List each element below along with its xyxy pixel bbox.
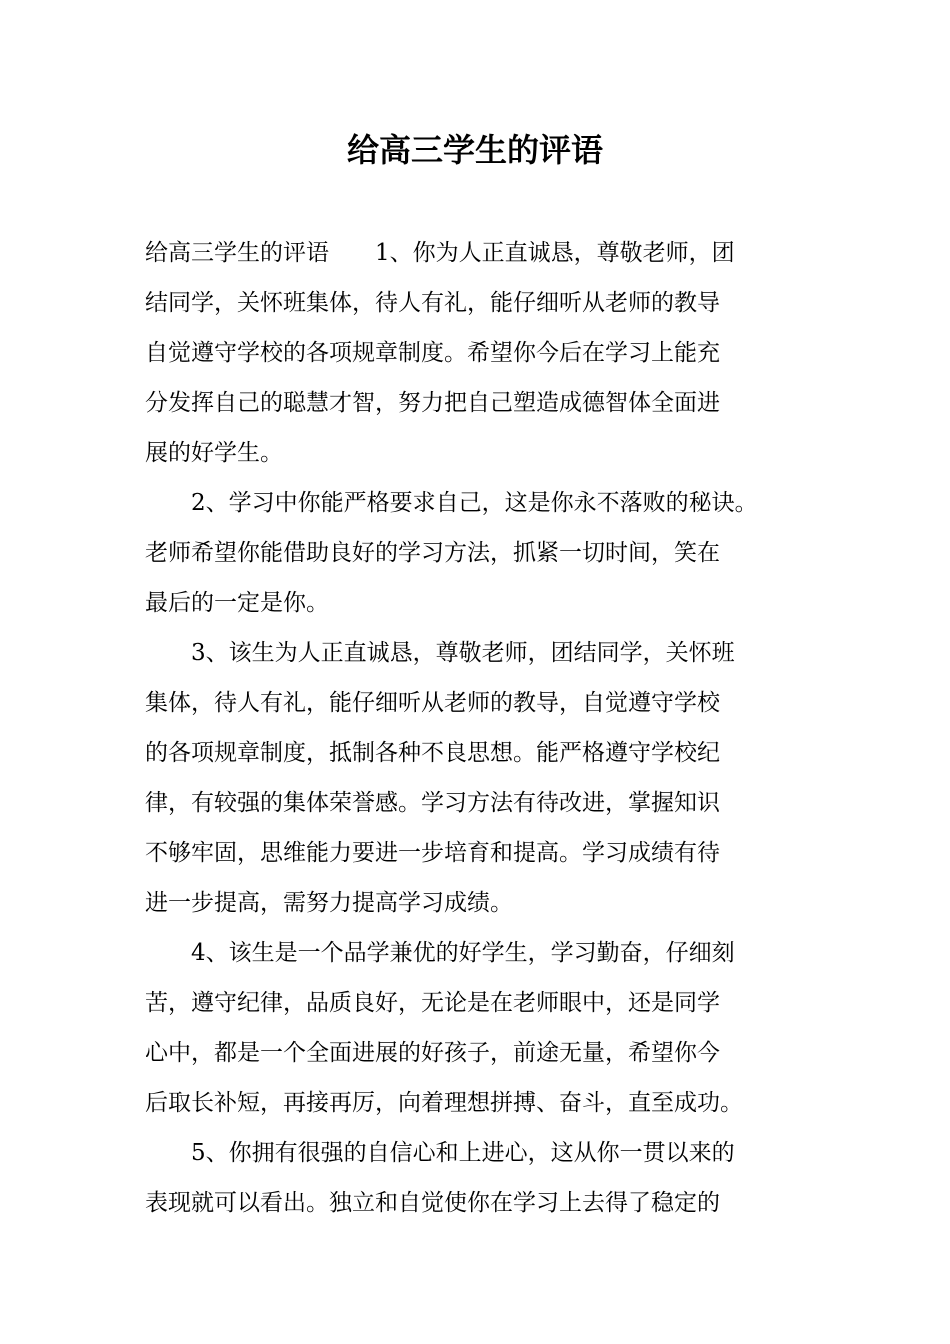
body-line: 分发挥自己的聪慧才智，努力把自己塑造成德智体全面进 — [145, 390, 720, 416]
body-line: 自觉遵守学校的各项规章制度。希望你今后在学习上能充 — [145, 340, 720, 366]
body-line: 3、该生为人正直诚恳，尊敬老师，团结同学，关怀班 — [191, 640, 735, 666]
body-line: 最后的一定是你。 — [145, 590, 329, 616]
body-line: 2、学习中你能严格要求自己，这是你永不落败的秘诀。 — [191, 490, 758, 516]
body-line: 5、你拥有很强的自信心和上进心，这从你一贯以来的 — [191, 1140, 735, 1166]
body-line: 4、该生是一个品学兼优的好学生，学习勤奋，仔细刻 — [191, 940, 735, 966]
body-line: 的各项规章制度，抵制各种不良思想。能严格遵守学校纪 — [145, 740, 720, 766]
body-line: 结同学，关怀班集体，待人有礼，能仔细听从老师的教导 — [145, 290, 720, 316]
document-body — [145, 228, 810, 1228]
body-line: 不够牢固，思维能力要进一步培育和提高。学习成绩有待 — [145, 840, 720, 866]
body-line: 苦，遵守纪律，品质良好，无论是在老师眼中，还是同学 — [145, 990, 720, 1016]
body-line: 集体，待人有礼，能仔细听从老师的教导，自觉遵守学校 — [145, 690, 720, 716]
body-line: 心中，都是一个全面进展的好孩子，前途无量，希望你今 — [145, 1040, 720, 1066]
body-line: 给高三学生的评语 1、你为人正直诚恳，尊敬老师，团 — [145, 240, 735, 266]
body-line: 律，有较强的集体荣誉感。学习方法有待改进，掌握知识 — [145, 790, 720, 816]
body-line: 老师希望你能借助良好的学习方法，抓紧一切时间，笑在 — [145, 540, 720, 566]
body-line: 进一步提高，需努力提高学习成绩。 — [145, 890, 513, 916]
document-title: 给高三学生的评语 — [346, 131, 603, 169]
body-line: 展的好学生。 — [145, 440, 283, 466]
body-line: 表现就可以看出。独立和自觉使你在学习上去得了稳定的 — [145, 1190, 720, 1216]
body-line: 后取长补短，再接再厉，向着理想拼搏、奋斗，直至成功。 — [145, 1090, 743, 1116]
